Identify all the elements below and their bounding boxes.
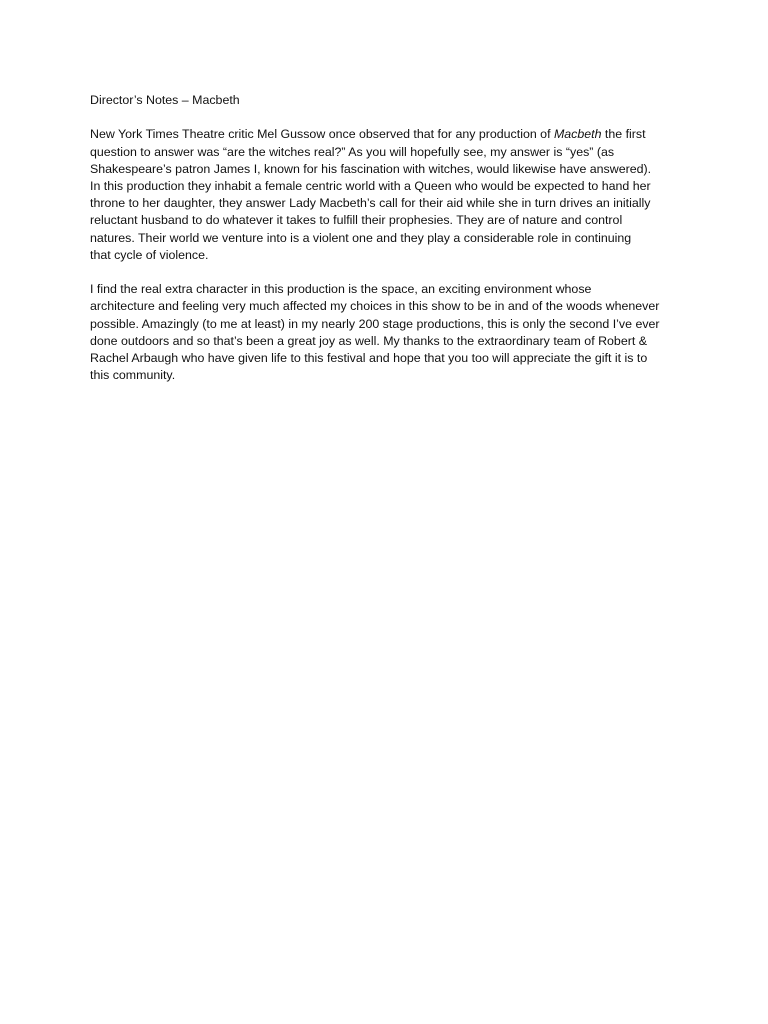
paragraph-2 [90,281,686,384]
paragraph-1-line-8: that cycle of violence. [90,247,209,262]
paragraph-1-line-1-after: the first [601,127,646,142]
paragraph-2-line-5: Rachel Arbaugh who have given life to this festival and hope that you too will appreciate the gift it is to [90,351,648,366]
paragraph-2-line-6: this community. [90,368,176,383]
paragraph-2-line-1: I find the real extra character in this production is the space, an exciting environment whose [90,282,592,297]
macbeth-title-italic: Macbeth [553,127,602,142]
paragraph-1-line-6: reluctant husband to do whatever it takes to fulfill their prophesies. They are of nature and control [90,213,623,228]
paragraph-2-line-3: possible. Amazingly (to me at least) in my nearly 200 stage productions, this is only the second I’ve ever [90,316,660,331]
paragraph-1-line-5: throne to her daughter, they answer Lady Macbeth’s call for their aid while she in turn drives an initially [90,196,651,211]
paragraph-1-line-1 [90,126,686,143]
paragraph-2-line-4: done outdoors and so that’s been a great joy as well. My thanks to the extraordinary team of Robert & [90,333,647,348]
paragraph-2-line-2: architecture and feeling very much affected my choices in this show to be in and of the woods whenever [90,299,660,314]
paragraph-1-line-7: natures. Their world we venture into is a violent one and they play a considerable role in continuing [90,230,632,245]
paragraph-1 [90,126,686,264]
paragraph-1-line-4: In this production they inhabit a female centric world with a Queen who would be expected to hand her [90,179,651,193]
document-body [90,92,686,402]
paragraph-1-line-2: question to answer was “are the witches real?” As you will hopefully see, my answer is “yes” (as [90,144,615,159]
document-title: Director’s Notes – Macbeth [90,93,240,107]
paragraph-1-line-1-before: New York Times Theatre critic Mel Gussow once observed that for any production of [90,127,554,142]
paragraph-1-line-3: Shakespeare’s patron James I, known for his fascination with witches, would likewise have answered). [90,161,652,176]
